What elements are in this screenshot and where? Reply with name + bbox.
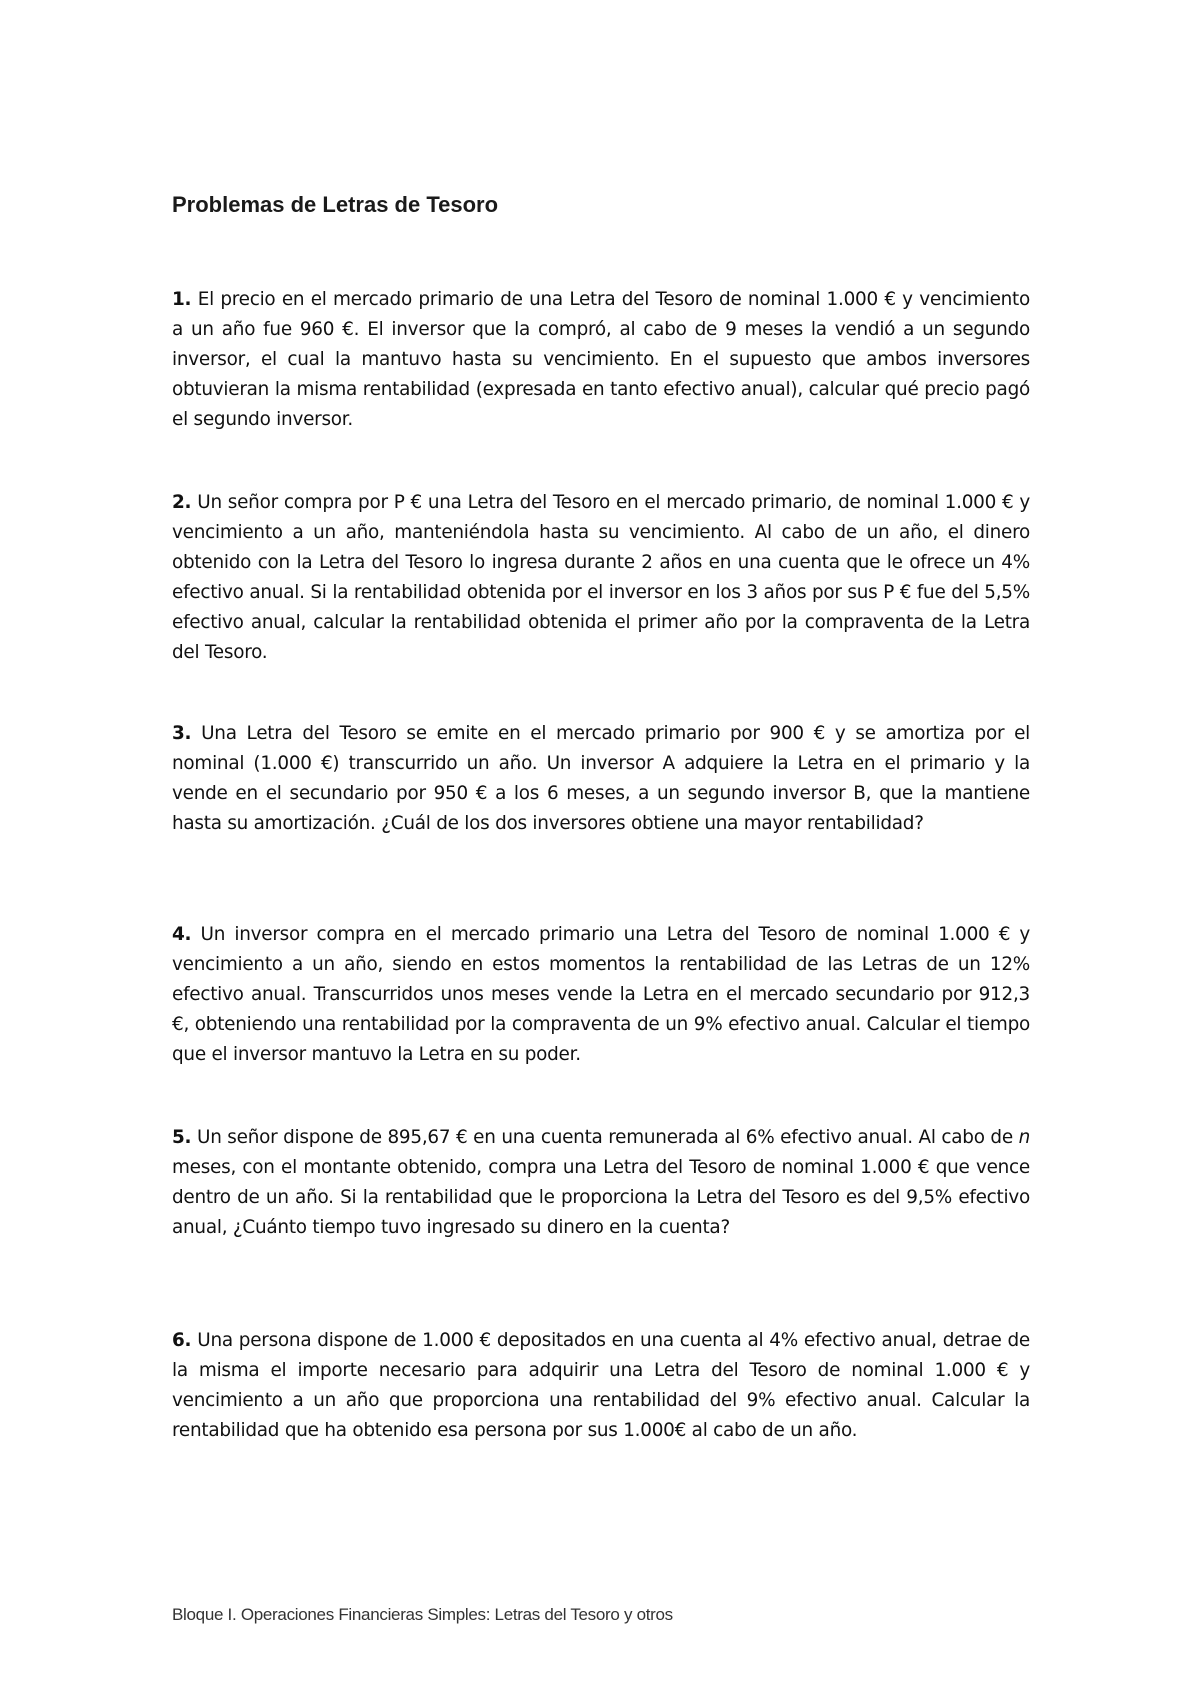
- problem-text: El precio en el mercado primario de una Letra del Tesoro de nominal 1.000 € y vencimiento a un año fue 960 €. El inversor que la compró, al cabo de 9 meses la vendió a un segundo inversor, el cual la mantuvo hasta su vencimiento. En el supuesto que ambos inversores obtuvieran la misma rentabilidad (expresada en tanto efectivo anual), calcular qué precio pagó el segundo inversor.: [172, 289, 1030, 430]
- page-footer: Bloque I. Operaciones Financieras Simples: Letras del Tesoro y otros: [172, 1605, 673, 1624]
- problem-6: [172, 1326, 1030, 1446]
- problem-4: [172, 920, 1030, 1070]
- variable-n: n: [1018, 1127, 1030, 1148]
- problem-text: meses, con el montante obtenido, compra una Letra del Tesoro de nominal 1.000 € que vence dentro de un año. Si la rentabilidad que le proporciona la Letra del Tesoro es del 9,5% efectivo anual, ¿Cuánto tiempo tuvo ingresado su dinero en la cuenta?: [172, 1157, 1030, 1238]
- problem-number: 4.: [172, 924, 192, 945]
- problem-text: Un señor compra por P € una Letra del Tesoro en el mercado primario, de nominal 1.000 € y vencimiento a un año, manteniéndola hasta su vencimiento. Al cabo de un año, el dinero obtenido con la Letra del Tesoro lo ingresa durante 2 años en una cuenta que le ofrece un 4% efectivo anual. Si la rentabilidad obtenida por el inversor en los 3 años por sus P € fue del 5,5% efectivo anual, calcular la rentabilidad obtenida el primer año por la compraventa de la Letra del Tesoro.: [172, 492, 1030, 663]
- problem-number: 6.: [172, 1330, 192, 1351]
- problem-number: 1.: [172, 289, 192, 310]
- problem-5: [172, 1123, 1030, 1243]
- problem-text: Un señor dispone de 895,67 € en una cuenta remunerada al 6% efectivo anual. Al cabo de: [191, 1127, 1019, 1148]
- problem-text: Un inversor compra en el mercado primario una Letra del Tesoro de nominal 1.000 € y vencimiento a un año, siendo en estos momentos la rentabilidad de las Letras de un 12% efectivo anual. Transcurridos unos meses vende la Letra en el mercado secundario por 912,3 €, obteniendo una rentabilidad por la compraventa de un 9% efectivo anual. Calcular el tiempo que el inversor mantuvo la Letra en su poder.: [172, 924, 1030, 1065]
- problem-text: Una Letra del Tesoro se emite en el mercado primario por 900 € y se amortiza por el nominal (1.000 €) transcurrido un año. Un inversor A adquiere la Letra en el primario y la vende en el secundario por 950 € a los 6 meses, a un segundo inversor B, que la mantiene hasta su amortización. ¿Cuál de los dos inversores obtiene una mayor rentabilidad?: [172, 723, 1030, 834]
- problem-3: [172, 719, 1030, 839]
- problem-number: 3.: [172, 723, 192, 744]
- problem-text: Una persona dispone de 1.000 € depositados en una cuenta al 4% efectivo anual, detrae de la misma el importe necesario para adquirir una Letra del Tesoro de nominal 1.000 € y vencimiento a un año que proporciona una rentabilidad del 9% efectivo anual. Calcular la rentabilidad que ha obtenido esa persona por sus 1.000€ al cabo de un año.: [172, 1330, 1030, 1441]
- problem-2: [172, 488, 1030, 668]
- problem-number: 5.: [172, 1127, 192, 1148]
- problem-number: 2.: [172, 492, 192, 513]
- problem-1: [172, 285, 1030, 435]
- page-title: Problemas de Letras de Tesoro: [172, 192, 499, 217]
